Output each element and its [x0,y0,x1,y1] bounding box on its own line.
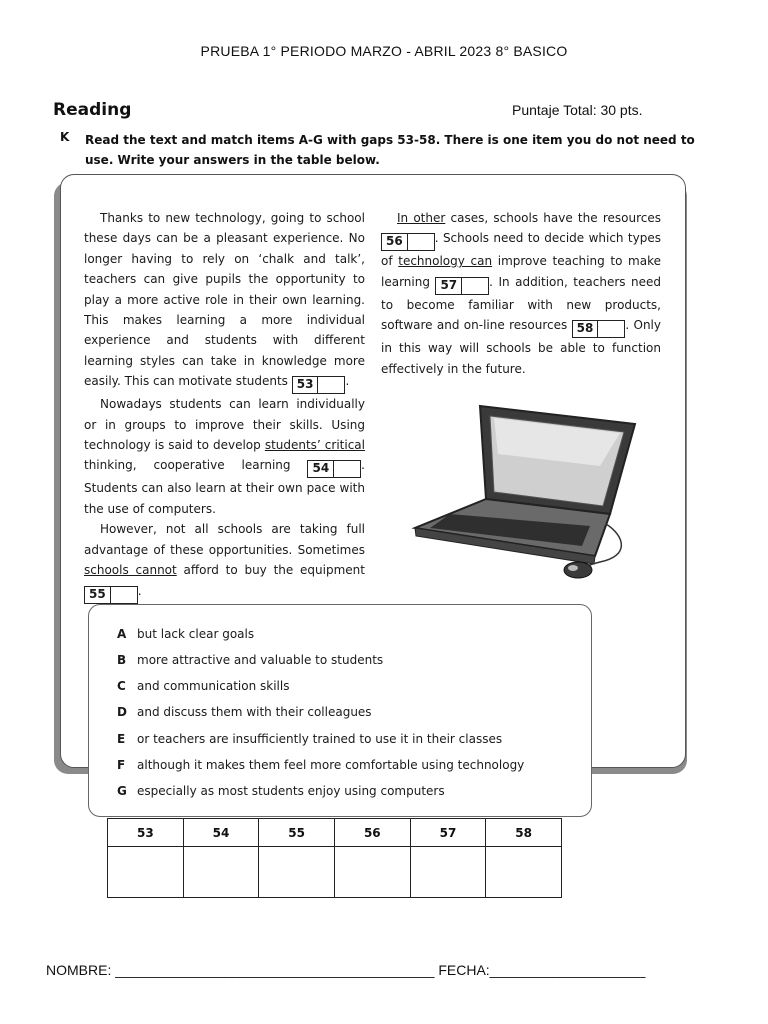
answer-header-53: 53 [108,819,184,847]
option-d: D and discuss them with their colleagues [117,705,372,719]
paragraph-2: Nowadays students can learn individually or in groups to improve their skills. Using technology is said to develop students’ critical thinking, cooperative learning 54 . Students can also learn at their own pace with the use of computers. [84,397,365,516]
answer-header-54: 54 [183,819,259,847]
option-c: C and communication skills [117,679,290,693]
answer-cell-56[interactable] [334,847,410,898]
answer-table [107,818,562,898]
answer-header-58: 58 [486,819,562,847]
option-f: F although it makes them feel more comfortable using technology [117,758,525,772]
laptop-illustration [410,396,640,586]
option-a: A but lack clear goals [117,627,255,641]
answer-header-56: 56 [334,819,410,847]
gap-56: 56 [381,233,435,251]
answer-header-57: 57 [410,819,486,847]
paragraph-4: In other cases, schools have the resources 56 . Schools need to decide which types of technology can improve teaching to make learning 57 . In addition, teachers need to become familiar with new products, software and on-line resources 58 . Only in this way will schools be able to function effectively in the future. [381,211,661,376]
reading-text-right-column [381,208,661,379]
gap-55: 55 [84,586,138,604]
test-header: PRUEBA 1° PERIODO MARZO - ABRIL 2023 8° BASICO [200,43,568,59]
paragraph-3: However, not all schools are taking full advantage of these opportunities. Sometimes schools cannot afford to buy the equipment 55 . [84,519,365,603]
name-date-line: NOMBRE: _________________________________________ FECHA:____________________ [46,962,646,978]
answer-cell-55[interactable] [259,847,335,898]
answer-cell-54[interactable] [183,847,259,898]
exercise-instructions: Read the text and match items A-G with gaps 53-58. There is one item you do not need to use. Write your answers in the table below. [85,133,695,167]
option-g: G especially as most students enjoy using computers [117,784,445,798]
option-e: E or teachers are insufficiently trained to use it in their classes [117,732,503,746]
reading-text-left-column [84,208,365,604]
gap-57: 57 [435,277,489,295]
answer-cell-53[interactable] [108,847,184,898]
answer-cell-58[interactable] [486,847,562,898]
answer-table-answer-row [108,847,562,898]
gap-58: 58 [572,320,626,338]
answer-header-55: 55 [259,819,335,847]
section-title: Reading [53,100,132,120]
paragraph-1: Thanks to new technology, going to school these days can be a pleasant experience. No longer having to rely on ‘chalk and talk’, teachers can give pupils the opportunity to play a more active role in their own learning. This makes learning a more individual experience and students with different learning styles can take in knowledge more easily. This can motivate students 53 . [84,208,365,394]
gap-53: 53 [292,376,346,394]
option-b: B more attractive and valuable to students [117,653,384,667]
total-score: Puntaje Total: 30 pts. [512,102,643,118]
answer-cell-57[interactable] [410,847,486,898]
exercise-letter: K [60,130,70,144]
gap-54: 54 [307,460,361,478]
answer-table-header-row [108,819,562,847]
